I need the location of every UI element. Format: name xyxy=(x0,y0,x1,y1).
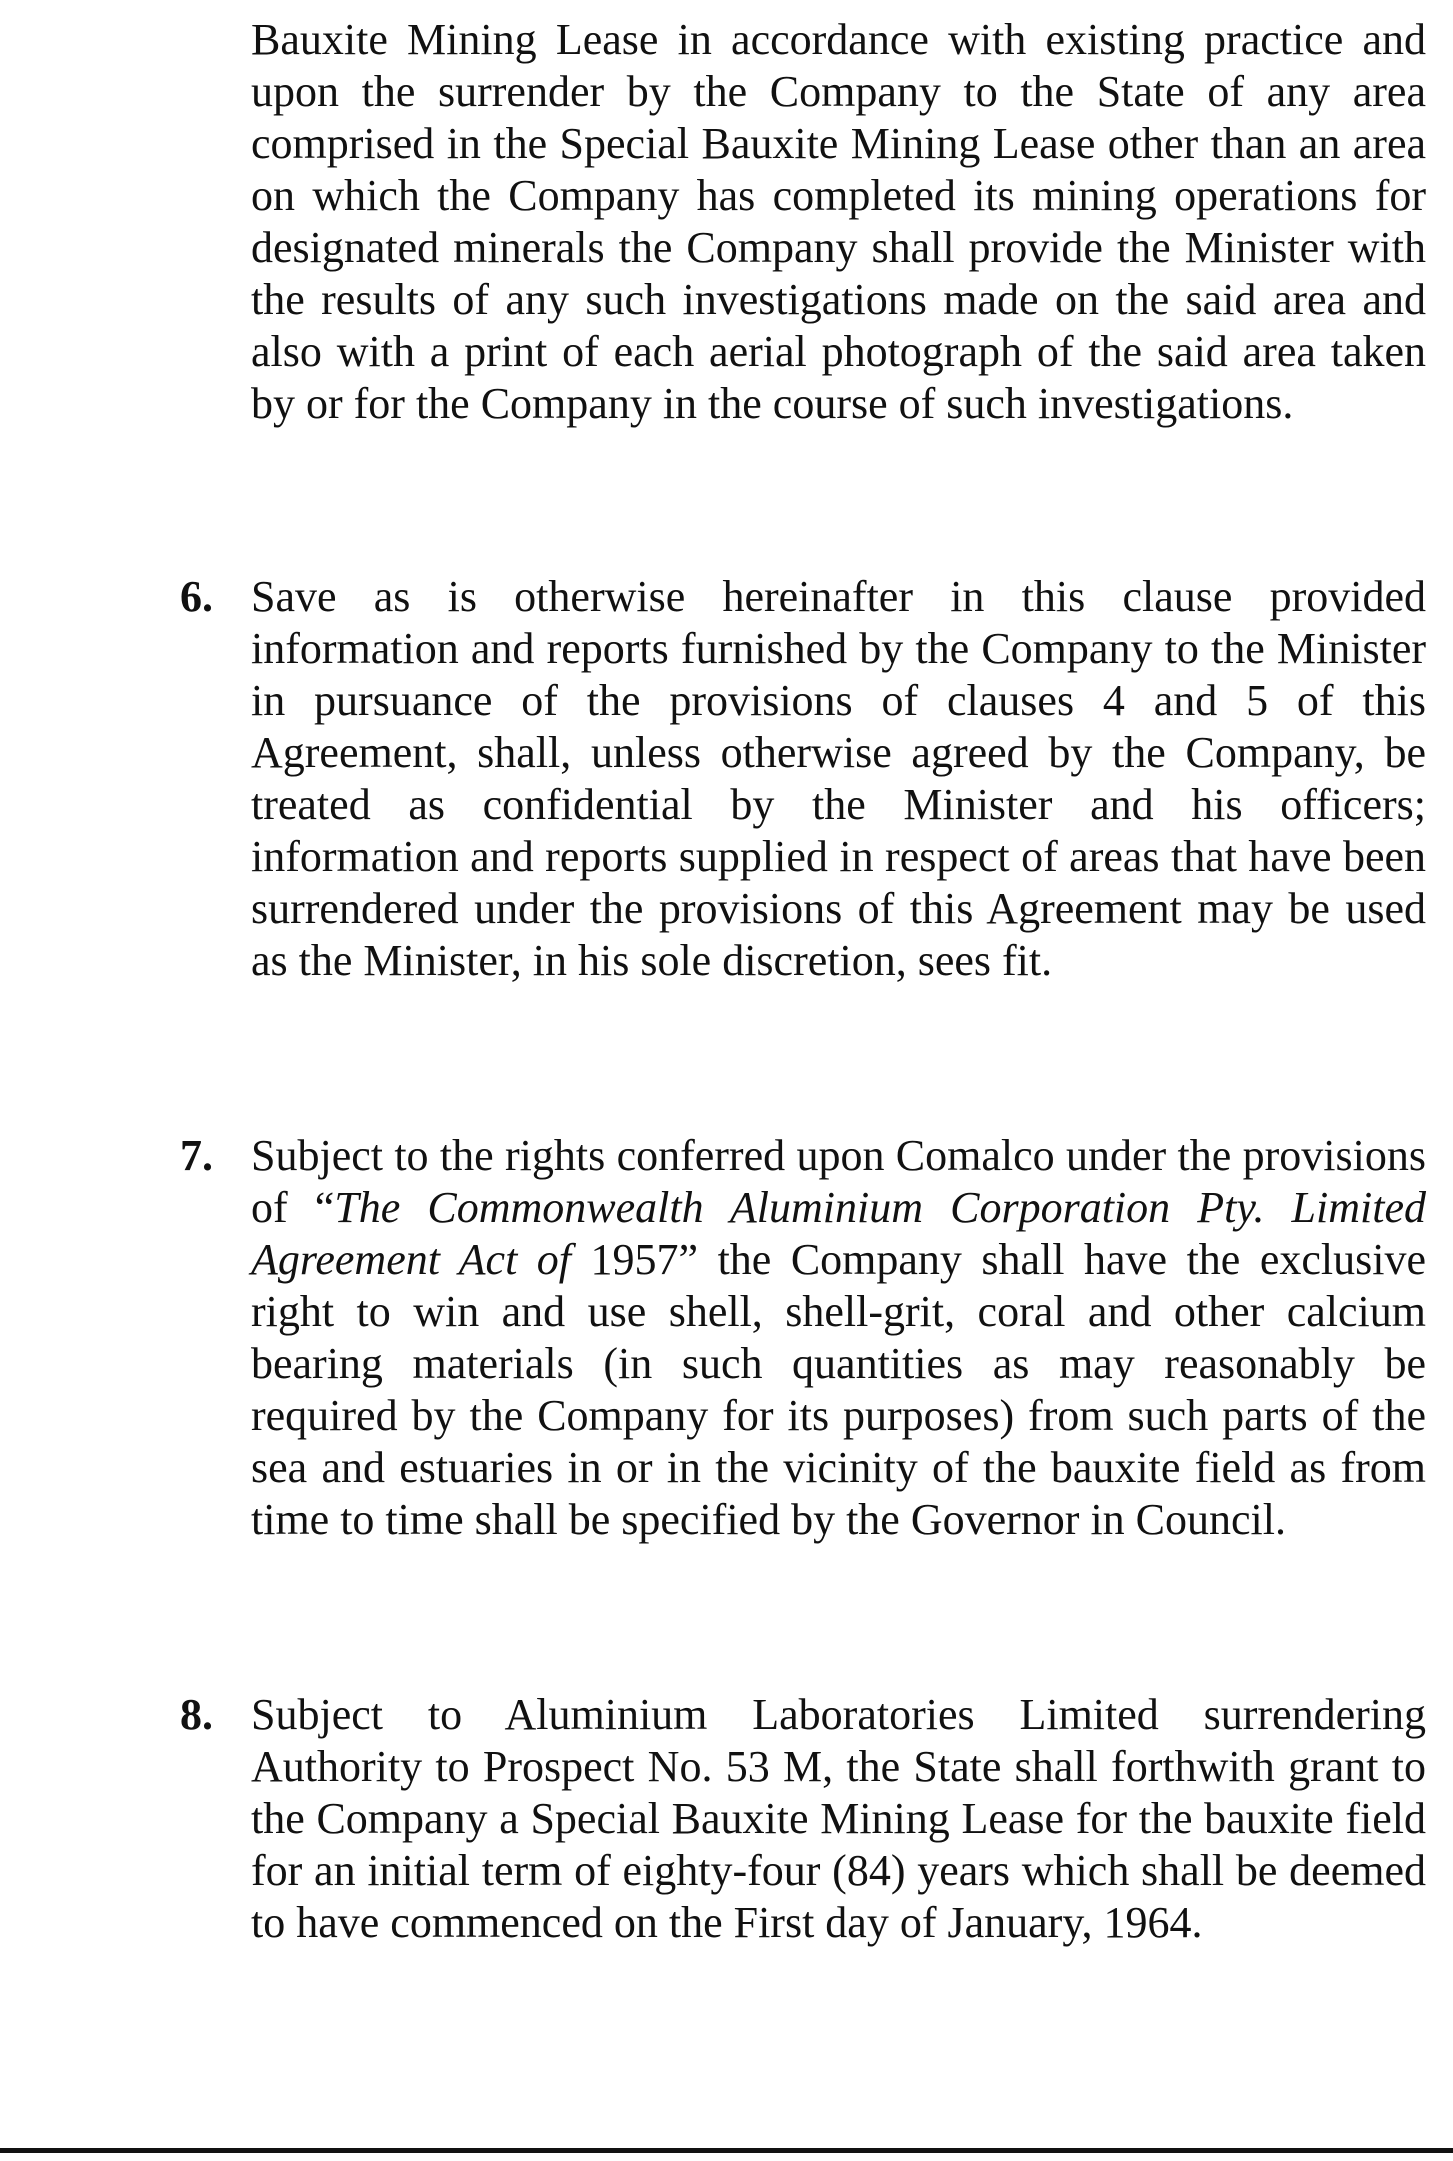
clause-number: 7. xyxy=(180,1131,213,1180)
clause-text xyxy=(251,1130,1426,1546)
bottom-rule xyxy=(0,2148,1453,2153)
clause-number: 8. xyxy=(180,1690,213,1739)
clause-text-before: Subject to the rights conferred upon Comalco under the provisions of “ xyxy=(251,1131,1426,1232)
clause-number: 6. xyxy=(180,572,213,621)
clause-text: Save as is otherwise hereinafter in this clause provided information and reports furnished by the Company to the Minister in pursuance of the provisions of clauses 4 and 5 of this Agreement, shall, unless otherwise agreed by the Company, be treated as confidential by the Minister and his officers; information and reports supplied in respect of areas that have been surrendered under the provisions of this Agreement may be used as the Minister, in his sole discretion, sees fit. xyxy=(251,572,1426,985)
clause-text-after: 1957” the Company shall have the exclusive right to win and use shell, shell-grit, coral and other calcium bearing materials (in such quantities as may reasonably be required by the Company for its purposes) from such parts of the sea and estuaries in or in the vicinity of the bauxite field as from time to time shall be specified by the Governor in Council. xyxy=(251,1235,1427,1544)
clause-text: Subject to Aluminium Laboratories Limited surrendering Authority to Prospect No. 53 M, the State shall forthwith grant to the Company a Special Bauxite Mining Lease for the bauxite field for an initial term of eighty-four (84) years which shall be deemed to have commenced on the First day of January, 1964. xyxy=(251,1690,1426,1947)
clause-text: Bauxite Mining Lease in accordance with existing practice and upon the surrender by the Company to the State of any area comprised in the Special Bauxite Mining Lease other than an area on which the Company has completed its mining operations for designated minerals the Company shall provide the Minister with the results of any such investigations made on the said area and also with a print of each aerial photograph of the said area taken by or for the Company in the course of such investigations. xyxy=(251,15,1426,428)
act-title: The Commonwealth Aluminium Corporation Pty. Limited Agreement Act of xyxy=(251,1183,1426,1284)
